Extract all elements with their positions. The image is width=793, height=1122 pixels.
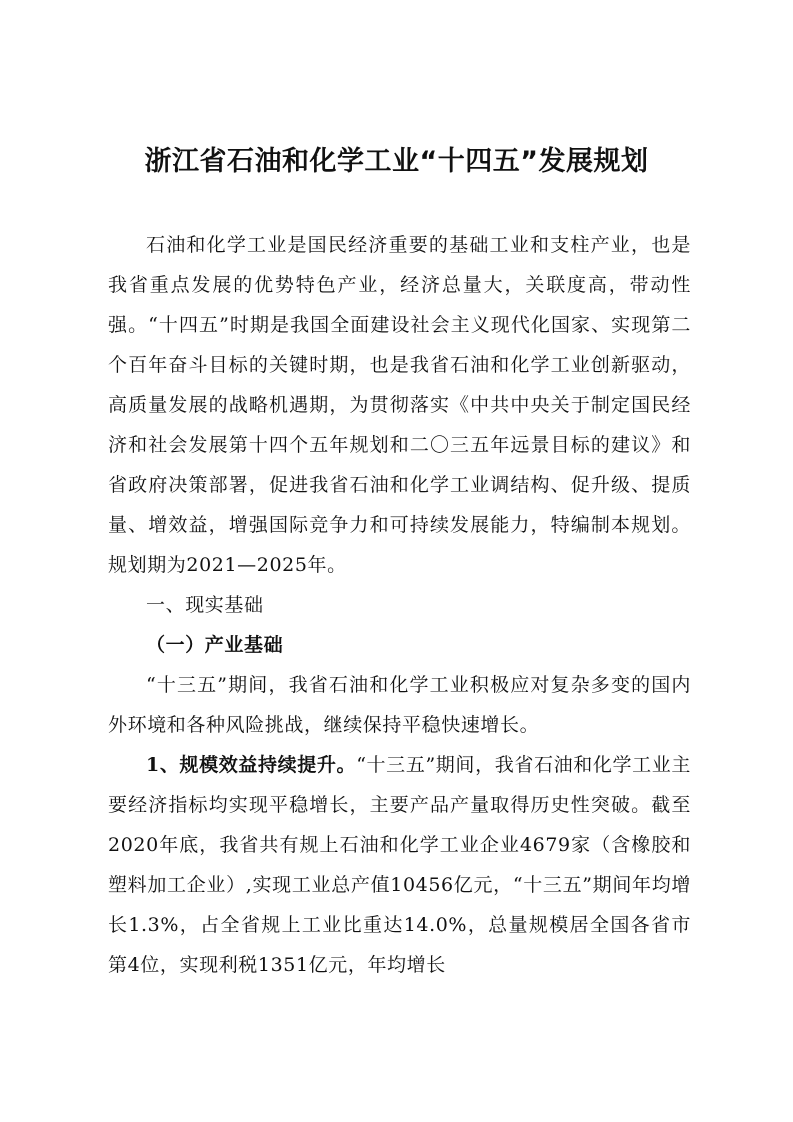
scale-benefit-lead: 1、规模效益持续提升。 xyxy=(146,754,357,776)
subsection-heading-industry-basis: （一）产业基础 xyxy=(146,634,284,656)
industry-basis-paragraph: “十三五”期间，我省石油和化学工业积极应对复杂多变的国内外环境和各种风险挑战，继续保持平稳快速增长。 xyxy=(108,674,691,736)
document-title: 浙江省石油和化学工业“十四五”发展规划 xyxy=(144,146,649,177)
document-body xyxy=(108,225,691,985)
section-heading-basis: 一、现实基础 xyxy=(146,594,264,616)
scale-benefit-text: “十三五”期间，我省石油和化学工业主要经济指标均实现平稳增长，主要产品产量取得历史性突破。截至2020年底，我省共有规上石油和化学工业企业4679家（含橡胶和塑料加工企业）,实现工业总产值10456亿元，“十三五”期间年均增长1.3%，占全省规上工业比重达14.0%，总量规模居全国各省市第4位，实现利税1351亿元，年均增长 xyxy=(108,754,691,976)
scale-benefit-paragraph xyxy=(108,745,691,985)
intro-paragraph: 石油和化学工业是国民经济重要的基础工业和支柱产业，也是我省重点发展的优势特色产业，经济总量大，关联度高，带动性强。“十四五”时期是我国全面建设社会主义现代化国家、实现第二个百年奋斗目标的关键时期，也是我省石油和化学工业创新驱动，高质量发展的战略机遇期，为贯彻落实《中共中央关于制定国民经济和社会发展第十四个五年规划和二〇三五年远景目标的建议》和省政府决策部署，促进我省石油和化学工业调结构、促升级、提质量、增效益，增强国际竞争力和可持续发展能力，特编制本规划。规划期为2021—2025年。 xyxy=(108,234,691,576)
